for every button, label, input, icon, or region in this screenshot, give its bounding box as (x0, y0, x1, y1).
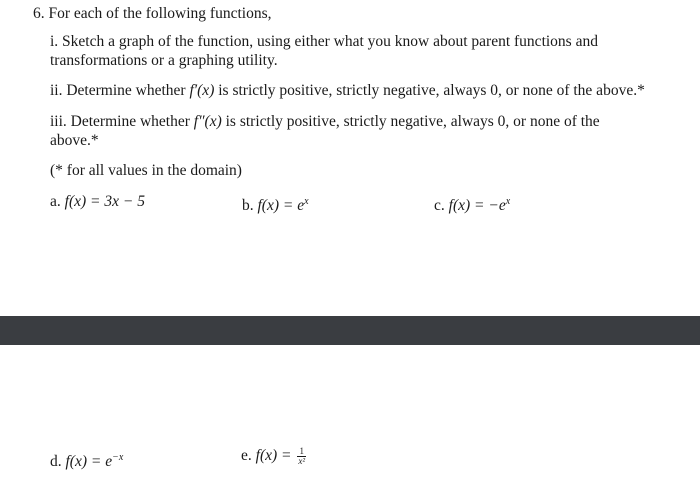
question-heading: 6. For each of the following functions, (33, 5, 272, 22)
part-ii-suffix: is strictly positive, strictly negative, always 0, or none of the above.* (218, 82, 645, 99)
function-c-exponent: x (505, 196, 511, 207)
footnote: (* for all values in the domain) (50, 162, 242, 179)
part-i-line2: transformations or a graphing utility. (50, 52, 278, 69)
dark-separator-band (0, 316, 700, 345)
part-ii-prefix: ii. Determine whether (50, 82, 186, 99)
part-iii-function: f″(x) (193, 113, 222, 130)
function-b-exponent: x (304, 196, 309, 207)
function-b-label: b. (242, 197, 254, 215)
part-iii-suffix: is strictly positive, strictly negative, always 0, or none of the (225, 113, 600, 130)
function-e (241, 446, 306, 466)
function-b-expression: f(x) = e (257, 197, 305, 215)
function-b (242, 192, 309, 215)
function-e-numerator: 1 (297, 447, 306, 457)
function-d-label: d. (50, 453, 62, 471)
part-ii-line (50, 81, 645, 100)
function-a (50, 192, 145, 211)
function-e-label: e. (241, 447, 252, 464)
part-iii-line1 (50, 112, 600, 131)
function-c-label: c. (434, 197, 445, 215)
function-d-expression: f(x) = e (65, 453, 113, 471)
part-i-line1: i. Sketch a graph of the function, using either what you know about parent functions and (50, 33, 598, 50)
part-iii-prefix: iii. Determine whether (50, 113, 190, 130)
function-e-expression: f(x) = (255, 447, 292, 464)
function-c (434, 192, 510, 215)
function-a-expression: f(x) = 3x − 5 (64, 193, 145, 210)
part-iii-line2: above.* (50, 132, 99, 149)
function-c-expression: f(x) = −e (448, 197, 506, 215)
function-e-denominator: x² (298, 455, 306, 466)
function-d-exponent: −x (112, 452, 124, 463)
function-e-fraction (297, 447, 306, 466)
function-a-label: a. (50, 193, 61, 210)
function-d (50, 448, 123, 471)
part-ii-function: f′(x) (189, 82, 215, 99)
